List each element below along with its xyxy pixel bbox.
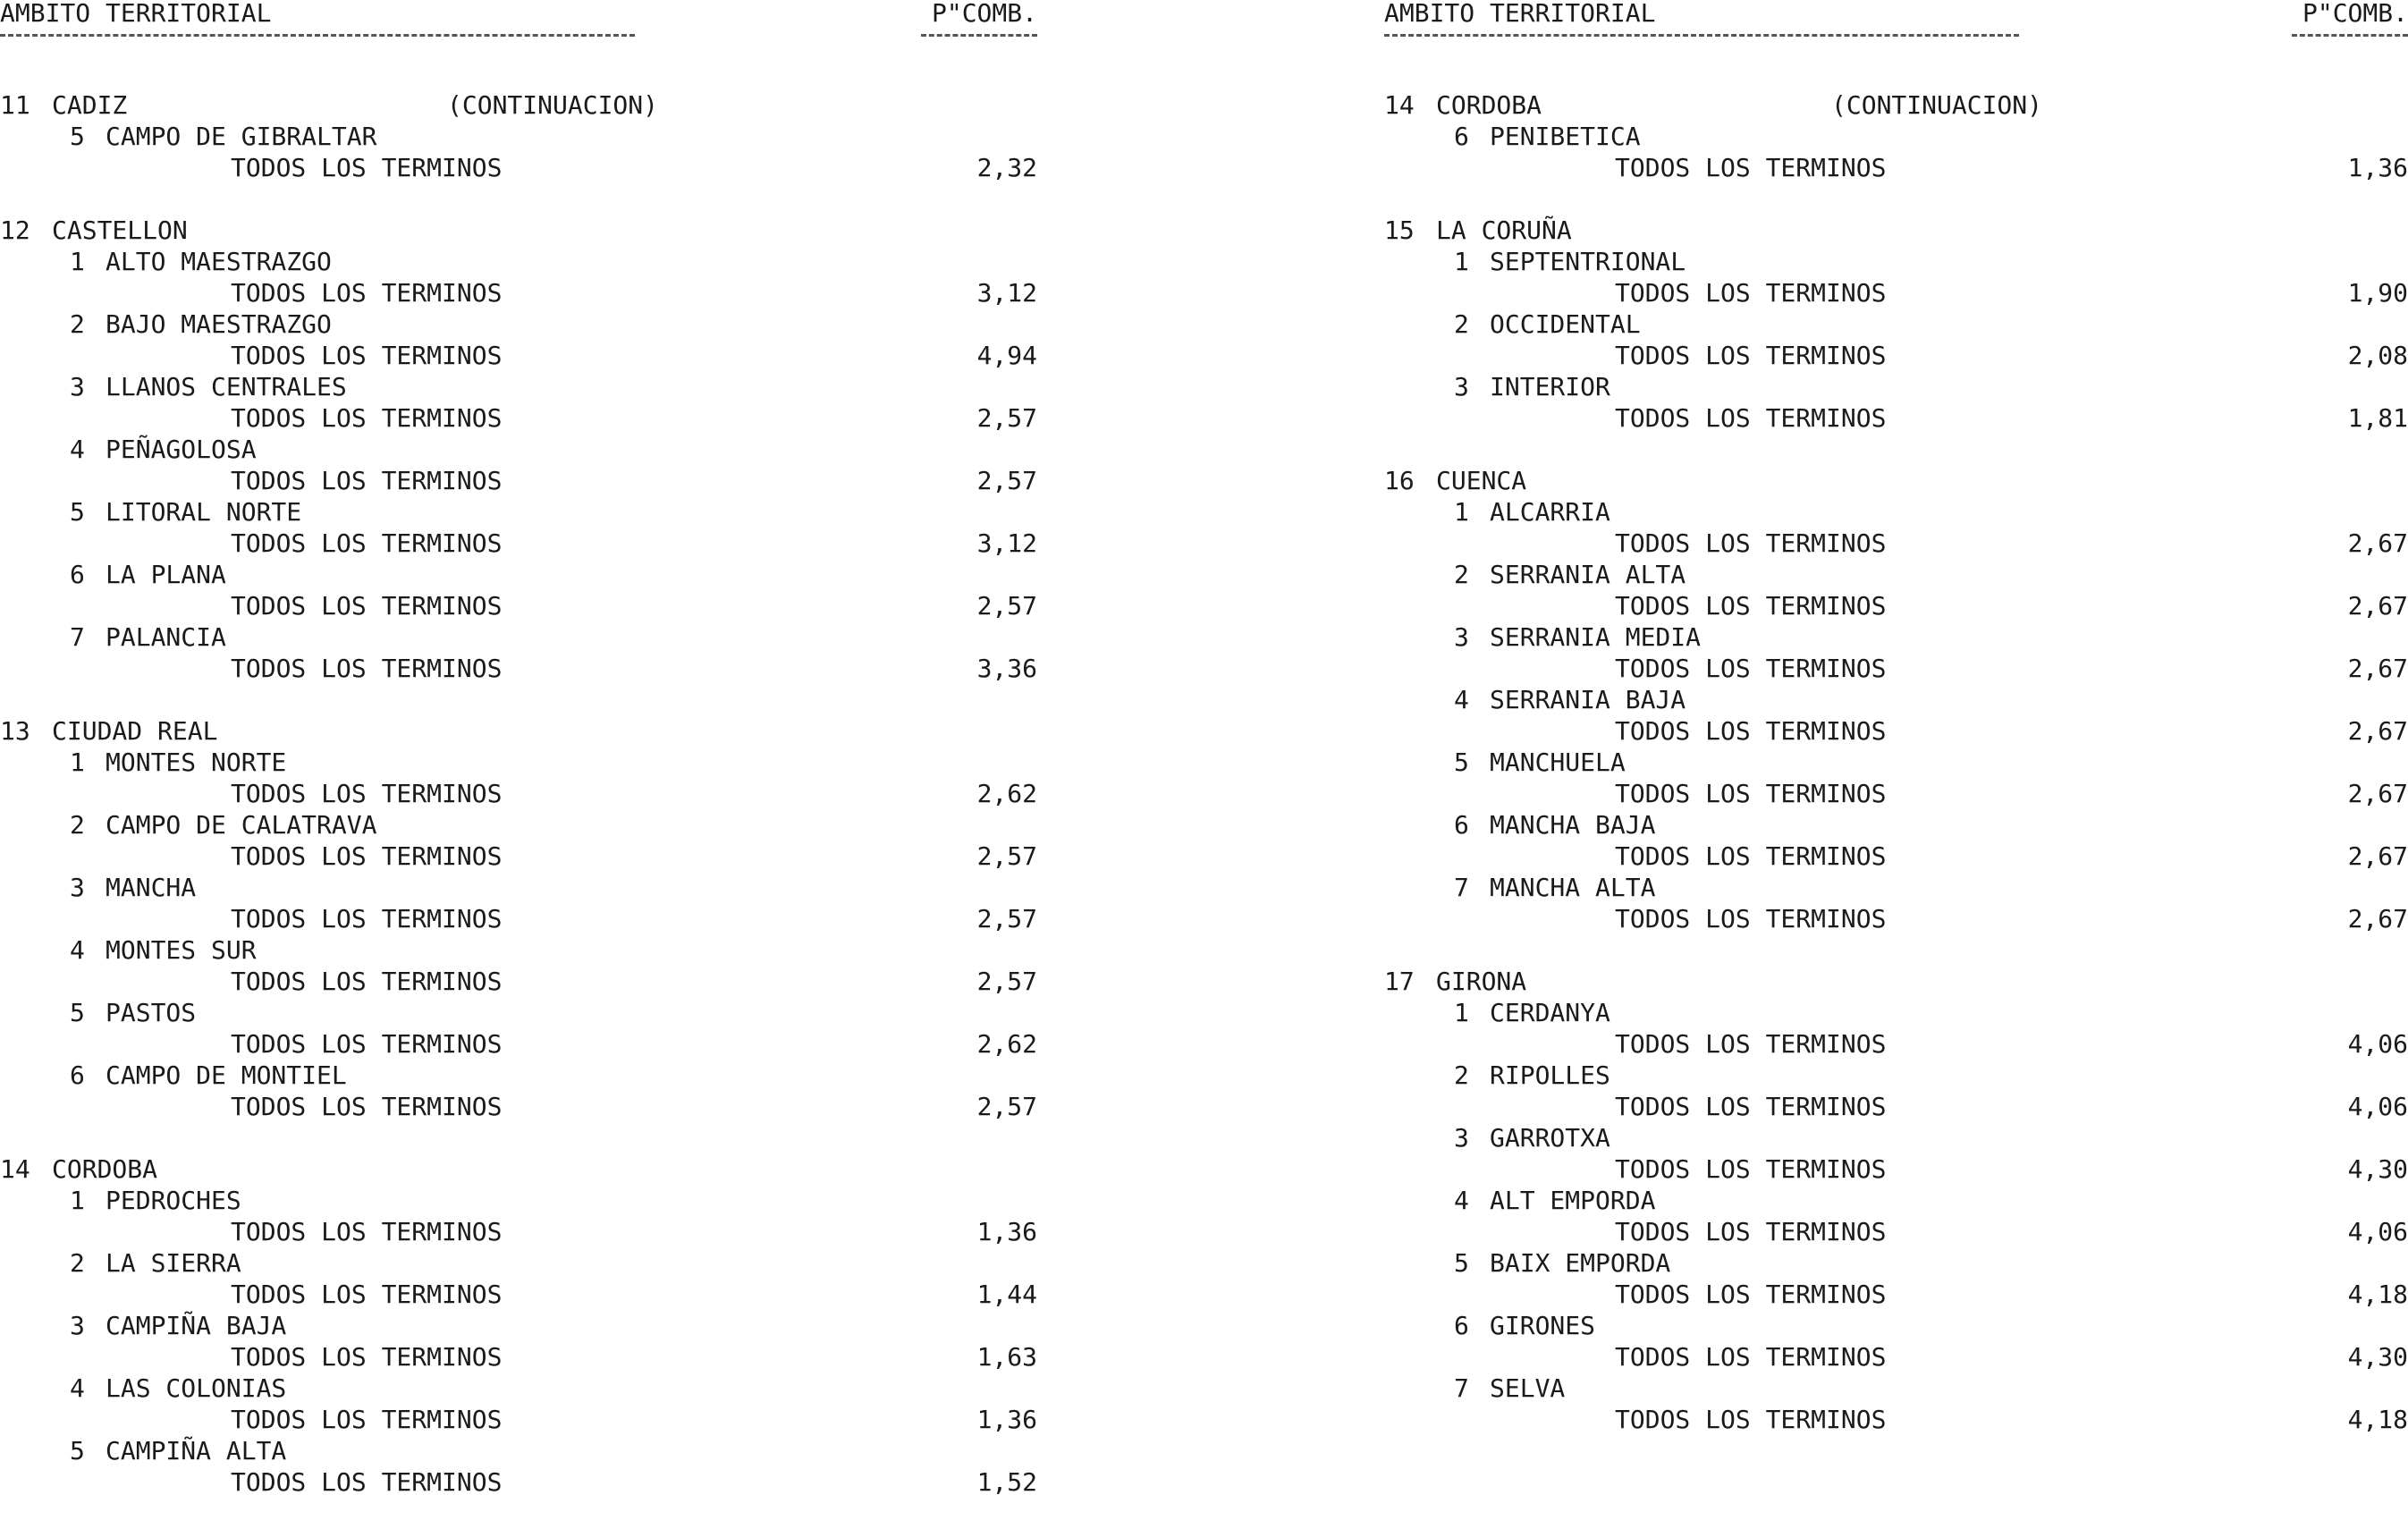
district-number: 6 xyxy=(70,1060,85,1090)
province-name: LA CORUÑA xyxy=(1436,215,1572,245)
district-number: 6 xyxy=(1454,1311,1469,1340)
district-number: 1 xyxy=(70,748,85,777)
district-name: ALT EMPORDA xyxy=(1490,1186,1656,1215)
pcomb-value: 2,67 xyxy=(2347,904,2408,933)
terms-label: TODOS LOS TERMINOS xyxy=(231,591,503,621)
district-row xyxy=(0,371,1037,402)
province-block xyxy=(1384,465,2408,934)
district-name: PEÑAGOLOSA xyxy=(106,435,257,464)
column-header xyxy=(1384,0,2408,63)
terms-row xyxy=(1384,1341,2408,1373)
district-row xyxy=(0,308,1037,340)
terms-label: TODOS LOS TERMINOS xyxy=(1615,654,1887,683)
district-name: MANCHA BAJA xyxy=(1490,810,1656,840)
district-number: 1 xyxy=(70,247,85,276)
pcomb-value: 2,62 xyxy=(976,779,1037,808)
district-name: ALCARRIA xyxy=(1490,497,1610,527)
province-name: CUENCA xyxy=(1436,466,1527,495)
district-number: 6 xyxy=(1454,122,1469,151)
district-name: LAS COLONIAS xyxy=(106,1373,287,1403)
province-name: CASTELLON xyxy=(52,215,188,245)
district-name: CERDANYA xyxy=(1490,998,1610,1027)
pcomb-value: 1,36 xyxy=(2347,153,2408,182)
terms-row xyxy=(1384,1279,2408,1310)
province-heading xyxy=(0,1153,1037,1185)
province-number: 13 xyxy=(0,716,30,746)
pcomb-value: 4,30 xyxy=(2347,1154,2408,1184)
terms-row xyxy=(0,1216,1037,1247)
district-row xyxy=(0,997,1037,1028)
district-number: 5 xyxy=(1454,1248,1469,1278)
district-row xyxy=(1384,1060,2408,1091)
terms-label: TODOS LOS TERMINOS xyxy=(1615,841,1887,871)
pcomb-value: 3,12 xyxy=(976,278,1037,308)
terms-label: TODOS LOS TERMINOS xyxy=(231,466,503,495)
terms-row xyxy=(1384,841,2408,872)
pcomb-value: 2,57 xyxy=(976,466,1037,495)
continuation-note: (CONTINUACION) xyxy=(447,90,659,120)
terms-label: TODOS LOS TERMINOS xyxy=(1615,779,1887,808)
district-row xyxy=(0,1435,1037,1466)
terms-label: TODOS LOS TERMINOS xyxy=(231,967,503,996)
terms-label: TODOS LOS TERMINOS xyxy=(231,403,503,433)
district-name: OCCIDENTAL xyxy=(1490,309,1641,339)
terms-label: TODOS LOS TERMINOS xyxy=(231,779,503,808)
district-row xyxy=(1384,621,2408,653)
terms-label: TODOS LOS TERMINOS xyxy=(231,341,503,370)
pcomb-value: 4,18 xyxy=(2347,1405,2408,1434)
terms-label: TODOS LOS TERMINOS xyxy=(1615,1092,1887,1121)
district-name: PEDROCHES xyxy=(106,1186,241,1215)
terms-label: TODOS LOS TERMINOS xyxy=(231,654,503,683)
terms-row xyxy=(1384,1153,2408,1185)
district-row xyxy=(0,809,1037,841)
province-number: 14 xyxy=(0,1154,30,1184)
district-row xyxy=(1384,121,2408,152)
terms-label: TODOS LOS TERMINOS xyxy=(1615,1154,1887,1184)
district-name: BAJO MAESTRAZGO xyxy=(106,309,332,339)
district-name: PALANCIA xyxy=(106,622,226,652)
terms-row xyxy=(0,1028,1037,1060)
district-row xyxy=(1384,559,2408,590)
terms-label: TODOS LOS TERMINOS xyxy=(1615,153,1887,182)
column-header xyxy=(0,0,1037,63)
district-number: 3 xyxy=(1454,372,1469,401)
district-row xyxy=(1384,1310,2408,1341)
district-number: 7 xyxy=(70,622,85,652)
district-number: 2 xyxy=(1454,560,1469,589)
district-row xyxy=(0,121,1037,152)
district-name: MANCHUELA xyxy=(1490,748,1626,777)
pcomb-value: 2,67 xyxy=(2347,591,2408,621)
pcomb-value: 4,94 xyxy=(976,341,1037,370)
district-number: 3 xyxy=(70,372,85,401)
province-name: CIUDAD REAL xyxy=(52,716,218,746)
pcomb-value: 1,52 xyxy=(976,1467,1037,1497)
terms-row xyxy=(0,402,1037,434)
district-number: 5 xyxy=(70,998,85,1027)
terms-label: TODOS LOS TERMINOS xyxy=(231,904,503,933)
header-rule xyxy=(2292,34,2408,37)
terms-label: TODOS LOS TERMINOS xyxy=(231,153,503,182)
pcomb-value: 1,63 xyxy=(976,1342,1037,1372)
terms-row xyxy=(1384,152,2408,183)
district-number: 5 xyxy=(1454,748,1469,777)
district-number: 6 xyxy=(70,560,85,589)
district-name: CAMPO DE GIBRALTAR xyxy=(106,122,377,151)
district-name: BAIX EMPORDA xyxy=(1490,1248,1671,1278)
district-name: SERRANIA ALTA xyxy=(1490,560,1686,589)
terms-label: TODOS LOS TERMINOS xyxy=(1615,1280,1887,1309)
district-number: 3 xyxy=(70,1311,85,1340)
province-number: 17 xyxy=(1384,967,1415,996)
terms-row xyxy=(1384,715,2408,747)
district-name: PASTOS xyxy=(106,998,197,1027)
terms-label: TODOS LOS TERMINOS xyxy=(231,1092,503,1121)
pcomb-value: 3,12 xyxy=(976,528,1037,558)
district-row xyxy=(0,1060,1037,1091)
terms-row xyxy=(0,1341,1037,1373)
terms-label: TODOS LOS TERMINOS xyxy=(1615,1029,1887,1059)
district-number: 4 xyxy=(70,935,85,965)
district-number: 5 xyxy=(70,497,85,527)
district-row xyxy=(0,1185,1037,1216)
pcomb-value: 2,57 xyxy=(976,403,1037,433)
district-number: 6 xyxy=(1454,810,1469,840)
terms-label: TODOS LOS TERMINOS xyxy=(231,1217,503,1246)
province-block xyxy=(0,89,1037,183)
pcomb-value: 2,67 xyxy=(2347,779,2408,808)
terms-row xyxy=(0,277,1037,308)
ambito-territorial-heading: AMBITO TERRITORIAL xyxy=(1384,0,1656,28)
terms-label: TODOS LOS TERMINOS xyxy=(231,1405,503,1434)
province-heading xyxy=(0,215,1037,246)
province-block xyxy=(1384,966,2408,1435)
district-row xyxy=(0,747,1037,778)
district-row xyxy=(1384,747,2408,778)
district-number: 2 xyxy=(70,309,85,339)
district-row xyxy=(0,496,1037,528)
district-name: MANCHA ALTA xyxy=(1490,873,1656,902)
terms-label: TODOS LOS TERMINOS xyxy=(1615,1405,1887,1434)
province-number: 11 xyxy=(0,90,30,120)
province-name: GIRONA xyxy=(1436,967,1527,996)
pcomb-value: 2,57 xyxy=(976,967,1037,996)
province-heading xyxy=(1384,215,2408,246)
terms-row xyxy=(1384,903,2408,934)
terms-label: TODOS LOS TERMINOS xyxy=(231,528,503,558)
pcomb-heading: P"COMB. xyxy=(2302,0,2408,28)
pcomb-value: 2,57 xyxy=(976,841,1037,871)
pcomb-value: 3,36 xyxy=(976,654,1037,683)
district-name: SERRANIA MEDIA xyxy=(1490,622,1702,652)
pcomb-value: 2,57 xyxy=(976,1092,1037,1121)
district-name: RIPOLLES xyxy=(1490,1060,1610,1090)
pcomb-value: 2,57 xyxy=(976,904,1037,933)
district-row xyxy=(0,1373,1037,1404)
terms-row xyxy=(1384,340,2408,371)
pcomb-value: 1,36 xyxy=(976,1217,1037,1246)
terms-label: TODOS LOS TERMINOS xyxy=(231,1029,503,1059)
district-number: 7 xyxy=(1454,873,1469,902)
left-column xyxy=(0,0,1037,1497)
terms-label: TODOS LOS TERMINOS xyxy=(1615,1217,1887,1246)
district-number: 3 xyxy=(1454,622,1469,652)
header-rule xyxy=(1384,34,2019,37)
district-row xyxy=(1384,809,2408,841)
province-heading xyxy=(0,715,1037,747)
pcomb-value: 2,62 xyxy=(976,1029,1037,1059)
district-row xyxy=(1384,246,2408,277)
district-name: CAMPIÑA ALTA xyxy=(106,1436,287,1466)
header-rule xyxy=(0,34,635,37)
terms-label: TODOS LOS TERMINOS xyxy=(1615,716,1887,746)
terms-label: TODOS LOS TERMINOS xyxy=(1615,904,1887,933)
district-name: SERRANIA BAJA xyxy=(1490,685,1686,714)
terms-label: TODOS LOS TERMINOS xyxy=(231,1467,503,1497)
province-number: 12 xyxy=(0,215,30,245)
district-name: MANCHA xyxy=(106,873,197,902)
terms-row xyxy=(0,152,1037,183)
province-block xyxy=(0,1153,1037,1498)
district-number: 4 xyxy=(1454,1186,1469,1215)
province-block xyxy=(1384,215,2408,434)
terms-label: TODOS LOS TERMINOS xyxy=(1615,403,1887,433)
province-block xyxy=(0,215,1037,684)
pcomb-value: 2,67 xyxy=(2347,528,2408,558)
pcomb-value: 4,06 xyxy=(2347,1092,2408,1121)
pcomb-value: 4,30 xyxy=(2347,1342,2408,1372)
province-heading xyxy=(1384,89,2408,121)
district-name: SELVA xyxy=(1490,1373,1566,1403)
district-number: 2 xyxy=(1454,1060,1469,1090)
district-row xyxy=(1384,1122,2408,1153)
district-number: 4 xyxy=(70,1373,85,1403)
terms-label: TODOS LOS TERMINOS xyxy=(1615,591,1887,621)
district-number: 1 xyxy=(1454,247,1469,276)
pcomb-value: 2,67 xyxy=(2347,716,2408,746)
pcomb-value: 2,67 xyxy=(2347,841,2408,871)
terms-row xyxy=(0,590,1037,621)
district-number: 1 xyxy=(70,1186,85,1215)
district-row xyxy=(1384,1373,2408,1404)
district-row xyxy=(0,1310,1037,1341)
column-body xyxy=(1384,89,2408,1466)
district-name: CAMPIÑA BAJA xyxy=(106,1311,287,1340)
terms-row xyxy=(1384,590,2408,621)
terms-row xyxy=(0,1466,1037,1498)
terms-row xyxy=(0,465,1037,496)
continuation-note: (CONTINUACION) xyxy=(1831,90,2043,120)
district-name: LITORAL NORTE xyxy=(106,497,302,527)
district-row xyxy=(0,434,1037,465)
terms-row xyxy=(0,1404,1037,1435)
terms-row xyxy=(1384,1216,2408,1247)
district-row xyxy=(1384,496,2408,528)
terms-row xyxy=(1384,528,2408,559)
district-name: CAMPO DE MONTIEL xyxy=(106,1060,347,1090)
province-name: CORDOBA xyxy=(1436,90,1542,120)
district-name: LLANOS CENTRALES xyxy=(106,372,347,401)
district-row xyxy=(0,934,1037,966)
province-number: 14 xyxy=(1384,90,1415,120)
district-row xyxy=(1384,308,2408,340)
terms-row xyxy=(0,653,1037,684)
district-number: 5 xyxy=(70,122,85,151)
terms-label: TODOS LOS TERMINOS xyxy=(231,841,503,871)
province-block xyxy=(1384,89,2408,183)
pcomb-value: 1,44 xyxy=(976,1280,1037,1309)
pcomb-value: 4,06 xyxy=(2347,1217,2408,1246)
terms-row xyxy=(1384,1028,2408,1060)
district-name: GARROTXA xyxy=(1490,1123,1610,1153)
district-name: SEPTENTRIONAL xyxy=(1490,247,1686,276)
district-name: PENIBETICA xyxy=(1490,122,1641,151)
district-name: CAMPO DE CALATRAVA xyxy=(106,810,377,840)
district-row xyxy=(0,559,1037,590)
pcomb-value: 4,06 xyxy=(2347,1029,2408,1059)
terms-row xyxy=(1384,778,2408,809)
header-rule xyxy=(921,34,1037,37)
pcomb-value: 1,81 xyxy=(2347,403,2408,433)
province-heading xyxy=(1384,465,2408,496)
district-number: 7 xyxy=(1454,1373,1469,1403)
province-name: CORDOBA xyxy=(52,1154,158,1184)
district-row xyxy=(0,872,1037,903)
province-heading xyxy=(0,89,1037,121)
terms-label: TODOS LOS TERMINOS xyxy=(1615,1342,1887,1372)
district-name: LA SIERRA xyxy=(106,1248,241,1278)
pcomb-value: 2,57 xyxy=(976,591,1037,621)
district-number: 2 xyxy=(70,1248,85,1278)
district-row xyxy=(0,246,1037,277)
district-name: ALTO MAESTRAZGO xyxy=(106,247,332,276)
district-row xyxy=(0,621,1037,653)
pcomb-value: 2,08 xyxy=(2347,341,2408,370)
district-number: 3 xyxy=(1454,1123,1469,1153)
terms-row xyxy=(0,966,1037,997)
terms-row xyxy=(0,841,1037,872)
district-name: GIRONES xyxy=(1490,1311,1596,1340)
terms-row xyxy=(0,1279,1037,1310)
province-heading xyxy=(1384,966,2408,997)
right-column xyxy=(1384,0,2408,1487)
terms-row xyxy=(0,528,1037,559)
pcomb-value: 4,18 xyxy=(2347,1280,2408,1309)
district-row xyxy=(1384,684,2408,715)
district-row xyxy=(0,1247,1037,1279)
terms-label: TODOS LOS TERMINOS xyxy=(1615,528,1887,558)
pcomb-value: 2,67 xyxy=(2347,654,2408,683)
terms-row xyxy=(1384,1091,2408,1122)
district-number: 2 xyxy=(1454,309,1469,339)
terms-row xyxy=(1384,1404,2408,1435)
province-block xyxy=(0,715,1037,1122)
terms-label: TODOS LOS TERMINOS xyxy=(231,1280,503,1309)
district-number: 1 xyxy=(1454,998,1469,1027)
pcomb-value: 1,90 xyxy=(2347,278,2408,308)
terms-label: TODOS LOS TERMINOS xyxy=(1615,341,1887,370)
pcomb-heading: P"COMB. xyxy=(931,0,1037,28)
terms-row xyxy=(0,778,1037,809)
district-row xyxy=(1384,872,2408,903)
terms-row xyxy=(0,903,1037,934)
terms-row xyxy=(0,340,1037,371)
terms-row xyxy=(1384,653,2408,684)
district-name: MONTES SUR xyxy=(106,935,257,965)
terms-row xyxy=(1384,277,2408,308)
district-name: MONTES NORTE xyxy=(106,748,287,777)
terms-label: TODOS LOS TERMINOS xyxy=(231,1342,503,1372)
district-row xyxy=(1384,1185,2408,1216)
district-number: 1 xyxy=(1454,497,1469,527)
pcomb-value: 2,32 xyxy=(976,153,1037,182)
province-number: 16 xyxy=(1384,466,1415,495)
terms-label: TODOS LOS TERMINOS xyxy=(1615,278,1887,308)
terms-label: TODOS LOS TERMINOS xyxy=(231,278,503,308)
district-number: 2 xyxy=(70,810,85,840)
ambito-territorial-heading: AMBITO TERRITORIAL xyxy=(0,0,272,28)
terms-row xyxy=(0,1091,1037,1122)
province-number: 15 xyxy=(1384,215,1415,245)
terms-row xyxy=(1384,402,2408,434)
district-row xyxy=(1384,1247,2408,1279)
district-row xyxy=(1384,997,2408,1028)
column-body xyxy=(0,89,1037,1529)
district-number: 4 xyxy=(1454,685,1469,714)
district-name: INTERIOR xyxy=(1490,372,1610,401)
district-name: LA PLANA xyxy=(106,560,226,589)
pcomb-value: 1,36 xyxy=(976,1405,1037,1434)
district-number: 5 xyxy=(70,1436,85,1466)
district-number: 3 xyxy=(70,873,85,902)
district-row xyxy=(1384,371,2408,402)
district-number: 4 xyxy=(70,435,85,464)
province-name: CADIZ xyxy=(52,90,128,120)
